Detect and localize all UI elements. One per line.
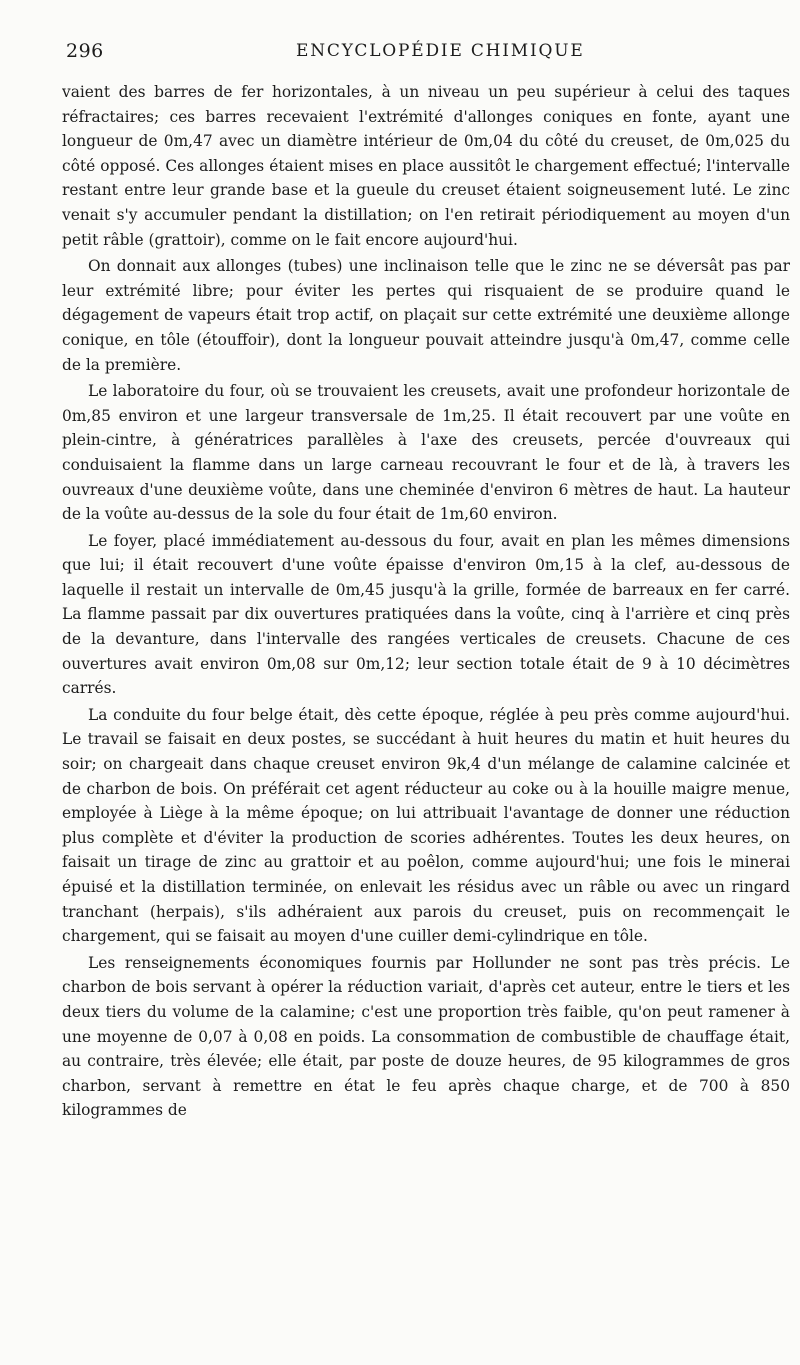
page-number: 296 [66,40,104,62]
paragraph-3: Le laboratoire du four, où se trouvaient les creusets, avait une profondeur horizontale de 0m,85 environ et une largeur transversale de 1m,25. Il était recouvert par une voûte en plein-cintre, à génératrices parallèles à l'axe des creusets, percée d'ouvreaux qui conduisaient la flamme dans un large carneau recouvrant le four et de là, à travers les ouvreaux d'une deuxième voûte, dans une cheminée d'environ 6 mètres de haut. La hauteur de la voûte au-dessus de la sole du four était de 1m,60 environ. [62,382,790,524]
paragraph-4: Le foyer, placé immédiatement au-dessous du four, avait en plan les mêmes dimensions que lui; il était recouvert d'une voûte épaisse d'environ 0m,15 à la clef, au-dessous de laquelle il restait un intervalle de 0m,45 jusqu'à la grille, formée de barreaux en fer carré. La flamme passait par dix ouvertures pratiquées dans la voûte, cinq à l'arrière et cinq près de la devanture, dans l'intervalle des rangées verticales de creusets. Chacune de ces ouvertures avait environ 0m,08 sur 0m,12; leur section totale était de 9 à 10 décimètres carrés. [62,531,790,698]
paragraph-6: Les renseignements économiques fournis par Hollunder ne sont pas très précis. Le charbon de bois servant à opérer la réduction variait, d'après cet auteur, entre le tiers et les deux tiers du volume de la calamine; c'est une proportion très faible, qu'on peut ramener à une moyenne de 0,07 à 0,08 en poids. La consommation de combustible de chauffage était, au contraire, très élevée; elle était, par poste de douze heures, de 95 kilogrammes de gros charbon, servant à remettre en état le feu après chaque charge, et de 700 à 850 kilogrammes de [62,953,790,1120]
body-text [62,80,790,1360]
running-title: ENCYCLOPÉDIE CHIMIQUE [296,41,585,61]
page-header [66,40,786,64]
paragraph-5: La conduite du four belge était, dès cette époque, réglée à peu près comme aujourd'hui. Le travail se faisait en deux postes, se succédant à huit heures du matin et huit heures du soir; on chargeait dans chaque creuset environ 9k,4 d'un mélange de calamine calcinée et de charbon de bois. On préférait cet agent réducteur au coke ou à la houille maigre menue, employée à Liège à la même époque; on lui attribuait l'avantage de donner une réduction plus complète et d'éviter la production de scories adhérentes. Toutes les deux heures, on faisait un tirage de zinc au grattoir et au poêlon, comme aujourd'hui; une fois le minerai épuisé et la distillation terminée, on enlevait les résidus avec un râble ou avec un ringard tranchant (herpais), s'ils adhéraient aux parois du creuset, puis on recommençait le chargement, qui se faisait au moyen d'une cuiller demi-cylindrique en tôle. [62,705,790,946]
paragraph-1: vaient des barres de fer horizontales, à un niveau un peu supérieur à celui des taques réfractaires; ces barres recevaient l'extrémité d'allonges coniques en fonte, ayant une longueur de 0m,47 avec un diamètre intérieur de 0m,04 du côté du creuset, de 0m,025 du côté opposé. Ces allonges étaient mises en place aussitôt le chargement effectué; l'intervalle restant entre leur grande base et la gueule du creuset étaient soigneusement luté. Le zinc venait s'y accumuler pendant la distillation; on l'en retirait périodiquement au moyen d'un petit râble (grattoir), comme on le fait encore aujourd'hui. [62,83,790,249]
paragraph-2: On donnait aux allonges (tubes) une inclinaison telle que le zinc ne se déversât pas par leur extrémité libre; pour éviter les pertes qui risquaient de se produire quand le dégagement de vapeurs était trop actif, on plaçait sur cette extrémité une deuxième allonge conique, en tôle (étouffoir), dont la longueur pouvait atteindre jusqu'à 0m,47, comme celle de la première. [62,257,790,374]
